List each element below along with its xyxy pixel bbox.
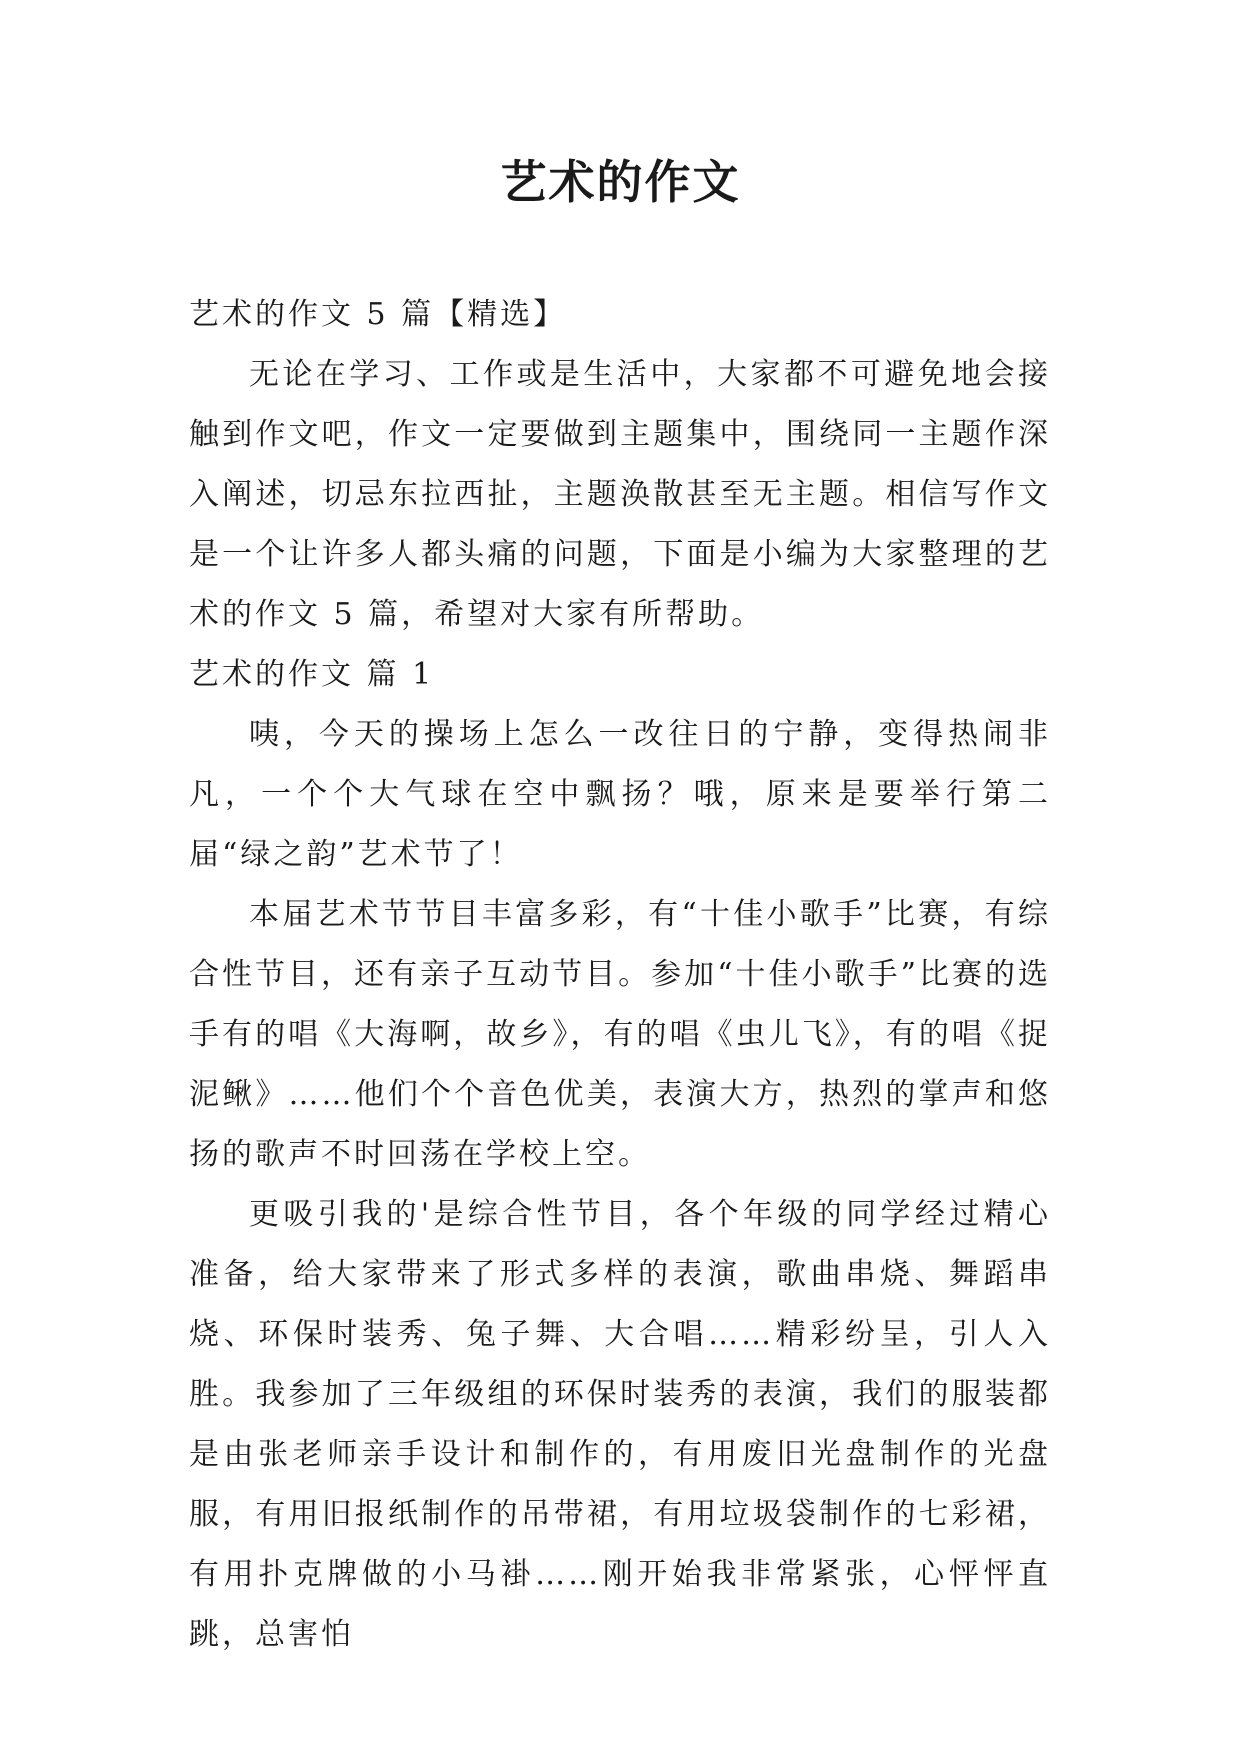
document-body <box>189 285 1051 1665</box>
section-heading: 艺术的作文 篇 1 <box>189 657 435 692</box>
essay-paragraph: 咦，今天的操场上怎么一改往日的宁静，变得热闹非凡，一个个大气球在空中飘扬？哦，原来是要举行第二届“绿之韵”艺术节了！ <box>189 717 1051 872</box>
essay-paragraph: 更吸引我的'是综合性节目，各个年级的同学经过精心准备，给大家带来了形式多样的表演，歌曲串烧、舞蹈串烧、环保时装秀、兔子舞、大合唱……精彩纷呈，引人入胜。我参加了三年级组的环保时装秀的表演，我们的服装都是由张老师亲手设计和制作的，有用废旧光盘制作的光盘服，有用旧报纸制作的吊带裙，有用垃圾袋制作的七彩裙，有用扑克牌做的小马褂……刚开始我非常紧张，心怦怦直跳，总害怕 <box>189 1197 1051 1652</box>
document-title: 艺术的作文 <box>500 155 741 209</box>
document-subtitle: 艺术的作文 5 篇【精选】 <box>189 297 567 332</box>
essay-paragraph: 本届艺术节节目丰富多彩，有“十佳小歌手”比赛，有综合性节目，还有亲子互动节目。参加“十佳小歌手”比赛的选手有的唱《大海啊，故乡》，有的唱《虫儿飞》，有的唱《捉泥鳅》……他们个个音色优美，表演大方，热烈的掌声和悠扬的歌声不时回荡在学校上空。 <box>189 897 1051 1172</box>
intro-paragraph: 无论在学习、工作或是生活中，大家都不可避免地会接触到作文吧，作文一定要做到主题集中，围绕同一主题作深入阐述，切忌东拉西扯，主题涣散甚至无主题。相信写作文是一个让许多人都头痛的问题，下面是小编为大家整理的艺术的作文 5 篇，希望对大家有所帮助。 <box>189 357 1051 632</box>
